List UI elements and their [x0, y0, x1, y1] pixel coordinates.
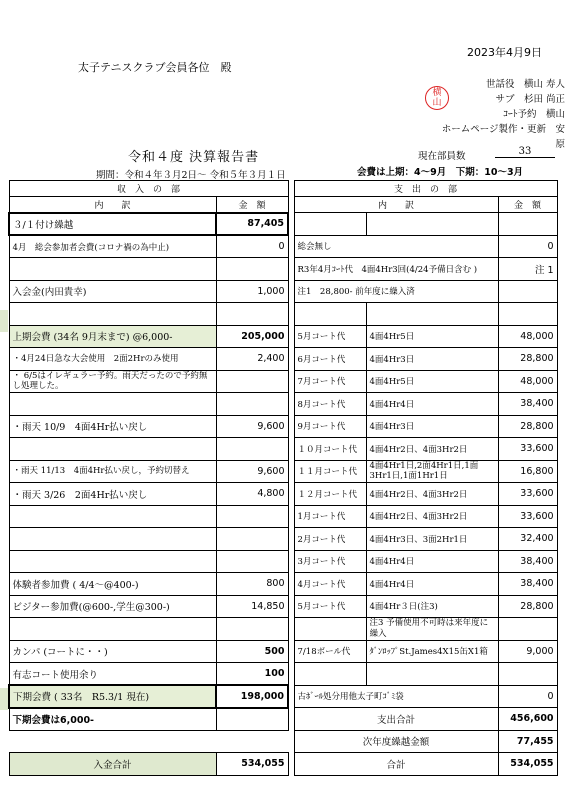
table-row [9, 663, 557, 686]
expense-item: 総会無し [294, 235, 498, 258]
income-amount: 14,850 [216, 595, 288, 618]
expense-amount: 28,800 [498, 348, 557, 371]
income-item: ・雨天 11/13 4面4Hr払い戻し，予約切替え [9, 460, 216, 483]
expense-amount [498, 303, 557, 326]
income-item [9, 550, 216, 573]
expense-item: １１月コート代 [294, 460, 366, 483]
expense-item: 8月コート代 [294, 393, 366, 416]
expense-detail: 4面4Hr3日 [366, 415, 498, 438]
income-amount: 0 [216, 235, 288, 258]
expense-detail: 4面4Hr2日、4面3Hr2日 [366, 438, 498, 461]
expense-amount: 33,600 [498, 483, 557, 506]
expense-detail: 4面4Hr5日 [366, 325, 498, 348]
income-item [9, 393, 216, 416]
income-total: 534,055 [216, 753, 288, 776]
table-row [9, 235, 557, 258]
expense-amount: 33,600 [498, 505, 557, 528]
table-row [9, 325, 557, 348]
expense-item: R3年4月ｺｰﾄ代 4面4Hr3回(4/24予備日含む ) [294, 258, 498, 281]
table-row [9, 550, 557, 573]
expense-detail: 4面4Hr2日、4面3Hr2日 [366, 505, 498, 528]
dues-note: 会費は上期：4～9月 下期：10～3月 [357, 167, 524, 178]
income-amount [216, 393, 288, 416]
income-breakdown-header: 内 訳 [9, 197, 216, 213]
income-item: 体験者参加費 ( 4/4～@400-) [9, 573, 216, 596]
carryover-label: 次年度繰越金額 [294, 730, 498, 753]
expense-amount: 32,400 [498, 528, 557, 551]
expense-detail: 4面4Hr5日 [366, 370, 498, 393]
income-item: 有志コート使用余り [9, 663, 216, 686]
income-item: 入会金(内田貴幸) [9, 280, 216, 303]
expense-detail: 4面4Hr1日,2面4Hr1日,1面3Hr1日,1面1Hr1日 [366, 460, 498, 483]
seal-stamp [425, 86, 449, 110]
expense-total-label: 支出合計 [294, 708, 498, 731]
report-period: 期間：令和４年３月2日～ 令和５年３月１日 [96, 170, 286, 181]
income-item [9, 303, 216, 326]
table-row [9, 213, 557, 236]
expense-item: 3月コート代 [294, 550, 366, 573]
income-amount: 87,405 [216, 213, 288, 236]
expense-amount [498, 663, 557, 686]
expense-amount [498, 280, 557, 303]
table-row [9, 505, 557, 528]
income-amount [216, 303, 288, 326]
income-item: ・雨天 10/9 4面4Hr払い戻し [9, 415, 216, 438]
expense-amount: 38,400 [498, 550, 557, 573]
expense-amount: 9,000 [498, 640, 557, 663]
income-total-label: 入金合計 [9, 753, 216, 776]
income-item: ・雨天 3/26 2面4Hr払い戻し [9, 483, 216, 506]
report-date: 2023年4月9日 [467, 46, 542, 59]
income-amount: 500 [216, 640, 288, 663]
income-amount: 100 [216, 663, 288, 686]
table-row [9, 460, 557, 483]
income-amount [216, 438, 288, 461]
income-amount [216, 370, 288, 393]
members-count: 33 [495, 146, 555, 158]
expense-detail: 4面4Hr4日 [366, 550, 498, 573]
expense-section-header: 支 出 の 部 [294, 181, 557, 197]
income-amount: 205,000 [216, 325, 288, 348]
income-section-header: 収 入 の 部 [9, 181, 288, 197]
highlight-marker [0, 310, 8, 332]
expense-detail: 4面4Hr4日 [366, 393, 498, 416]
income-amount [216, 505, 288, 528]
income-item: カンパ (コートに・・) [9, 640, 216, 663]
table-row [9, 438, 557, 461]
income-amount: 2,400 [216, 348, 288, 371]
staff-homepage: ホームページ製作・更新 安原 [441, 124, 565, 150]
income-amount-header: 金 額 [216, 197, 288, 213]
staff-sub: サブ 杉田 尚正 [495, 94, 565, 105]
income-amount [216, 528, 288, 551]
income-amount [216, 618, 288, 641]
expense-detail: 4面4Hr3日 [366, 348, 498, 371]
expense-amount: 48,000 [498, 370, 557, 393]
income-item [9, 528, 216, 551]
table-row [9, 685, 557, 708]
carryover-amount: 77,455 [498, 730, 557, 753]
expense-breakdown-header: 内 訳 [294, 197, 498, 213]
expense-amount: 28,800 [498, 595, 557, 618]
expense-item: 1月コート代 [294, 505, 366, 528]
table-row [9, 573, 557, 596]
table-body [9, 213, 557, 708]
income-amount [216, 258, 288, 281]
expense-amount-header: 金 額 [498, 197, 557, 213]
income-amount: 9,600 [216, 415, 288, 438]
income-amount: 9,600 [216, 460, 288, 483]
expense-item [294, 303, 366, 326]
report-title: 令和４度 決算報告書 [128, 150, 260, 165]
income-item [9, 618, 216, 641]
expense-amount: 38,400 [498, 393, 557, 416]
staff-list [440, 77, 565, 152]
income-item: 4月 総会参加者会費(コロナ禍の為中止) [9, 235, 216, 258]
lower-dues-note: 下期会費は6,000- [9, 708, 216, 731]
table-row [9, 258, 557, 281]
expense-item: 5月コート代 [294, 595, 366, 618]
expense-detail: 注3 予備使用不可時は来年度に繰入 [366, 618, 498, 641]
expense-total: 456,600 [498, 708, 557, 731]
expense-detail: 4面4Hr３日(注3) [366, 595, 498, 618]
expense-item: 9月コート代 [294, 415, 366, 438]
income-item [9, 505, 216, 528]
expense-detail [366, 663, 498, 686]
expense-amount [498, 213, 557, 236]
expense-amount: 28,800 [498, 415, 557, 438]
table-row [9, 303, 557, 326]
expense-item: 注1 28,800- 前年度に繰入済 [294, 280, 498, 303]
settlement-table [8, 180, 558, 776]
expense-item [294, 618, 366, 641]
expense-item: 7/18ボール代 [294, 640, 366, 663]
grand-total: 534,055 [498, 753, 557, 776]
income-item: ３/１付け繰越 [9, 213, 216, 236]
table-row [9, 415, 557, 438]
addressee: 太子テニスクラブ会員各位 殿 [78, 61, 232, 74]
income-item: ・ 6/5はイレギュラー予約。雨天だったので予約無し処理した。 [9, 370, 216, 393]
highlight-marker [0, 688, 8, 710]
income-item [9, 438, 216, 461]
income-amount [216, 550, 288, 573]
table-row [9, 483, 557, 506]
expense-amount: 16,800 [498, 460, 557, 483]
income-item [9, 258, 216, 281]
staff-organizer: 世話役 横山 寿人 [485, 79, 565, 90]
expense-detail [366, 213, 498, 236]
table-row [9, 280, 557, 303]
expense-amount [498, 618, 557, 641]
expense-item: 古ﾎﾞｰﾙ処分用他太子町ｺﾞﾐ袋 [294, 685, 498, 708]
expense-item: 6月コート代 [294, 348, 366, 371]
table-row [9, 595, 557, 618]
expense-amount: 48,000 [498, 325, 557, 348]
expense-detail [366, 303, 498, 326]
expense-detail: 4面4Hr4日 [366, 573, 498, 596]
staff-court-booking: ｺｰﾄ予約 横山 [503, 109, 565, 120]
table-row [9, 640, 557, 663]
expense-item: 7月コート代 [294, 370, 366, 393]
expense-detail: 4面4Hr3日、3面2Hr1日 [366, 528, 498, 551]
members-label: 現在部員数 [418, 151, 466, 162]
income-amount: 1,000 [216, 280, 288, 303]
seal-text: 横山 [432, 88, 442, 108]
income-item: ・4月24日急な大会使用 2面2Hrのみ使用 [9, 348, 216, 371]
table-row [9, 528, 557, 551]
expense-amount: 0 [498, 235, 557, 258]
income-amount: 800 [216, 573, 288, 596]
table-row [9, 618, 557, 641]
income-item: 上期会費 (34名 9月末まで) @6,000- [9, 325, 216, 348]
income-item: ビジター参加費(@600-,学生@300-) [9, 595, 216, 618]
expense-item [294, 663, 366, 686]
expense-amount: 0 [498, 685, 557, 708]
grand-total-label: 合計 [294, 753, 498, 776]
table-row [9, 348, 557, 371]
expense-detail: ﾀﾞﾝﾛｯﾌﾟSt.James4X15缶X1箱 [366, 640, 498, 663]
expense-item: 5月コート代 [294, 325, 366, 348]
expense-amount: 注 1 [498, 258, 557, 281]
expense-amount: 38,400 [498, 573, 557, 596]
expense-item [294, 213, 366, 236]
expense-amount: 33,600 [498, 438, 557, 461]
expense-item: 2月コート代 [294, 528, 366, 551]
table-row [9, 370, 557, 393]
table-row [9, 393, 557, 416]
expense-item: 4月コート代 [294, 573, 366, 596]
income-amount: 4,800 [216, 483, 288, 506]
income-amount: 198,000 [216, 685, 288, 708]
expense-item: １２月コート代 [294, 483, 366, 506]
income-item: 下期会費 ( 33名 R5.3/1 現在) [9, 685, 216, 708]
expense-detail: 4面4Hr2日、4面3Hr2日 [366, 483, 498, 506]
expense-item: １０月コート代 [294, 438, 366, 461]
